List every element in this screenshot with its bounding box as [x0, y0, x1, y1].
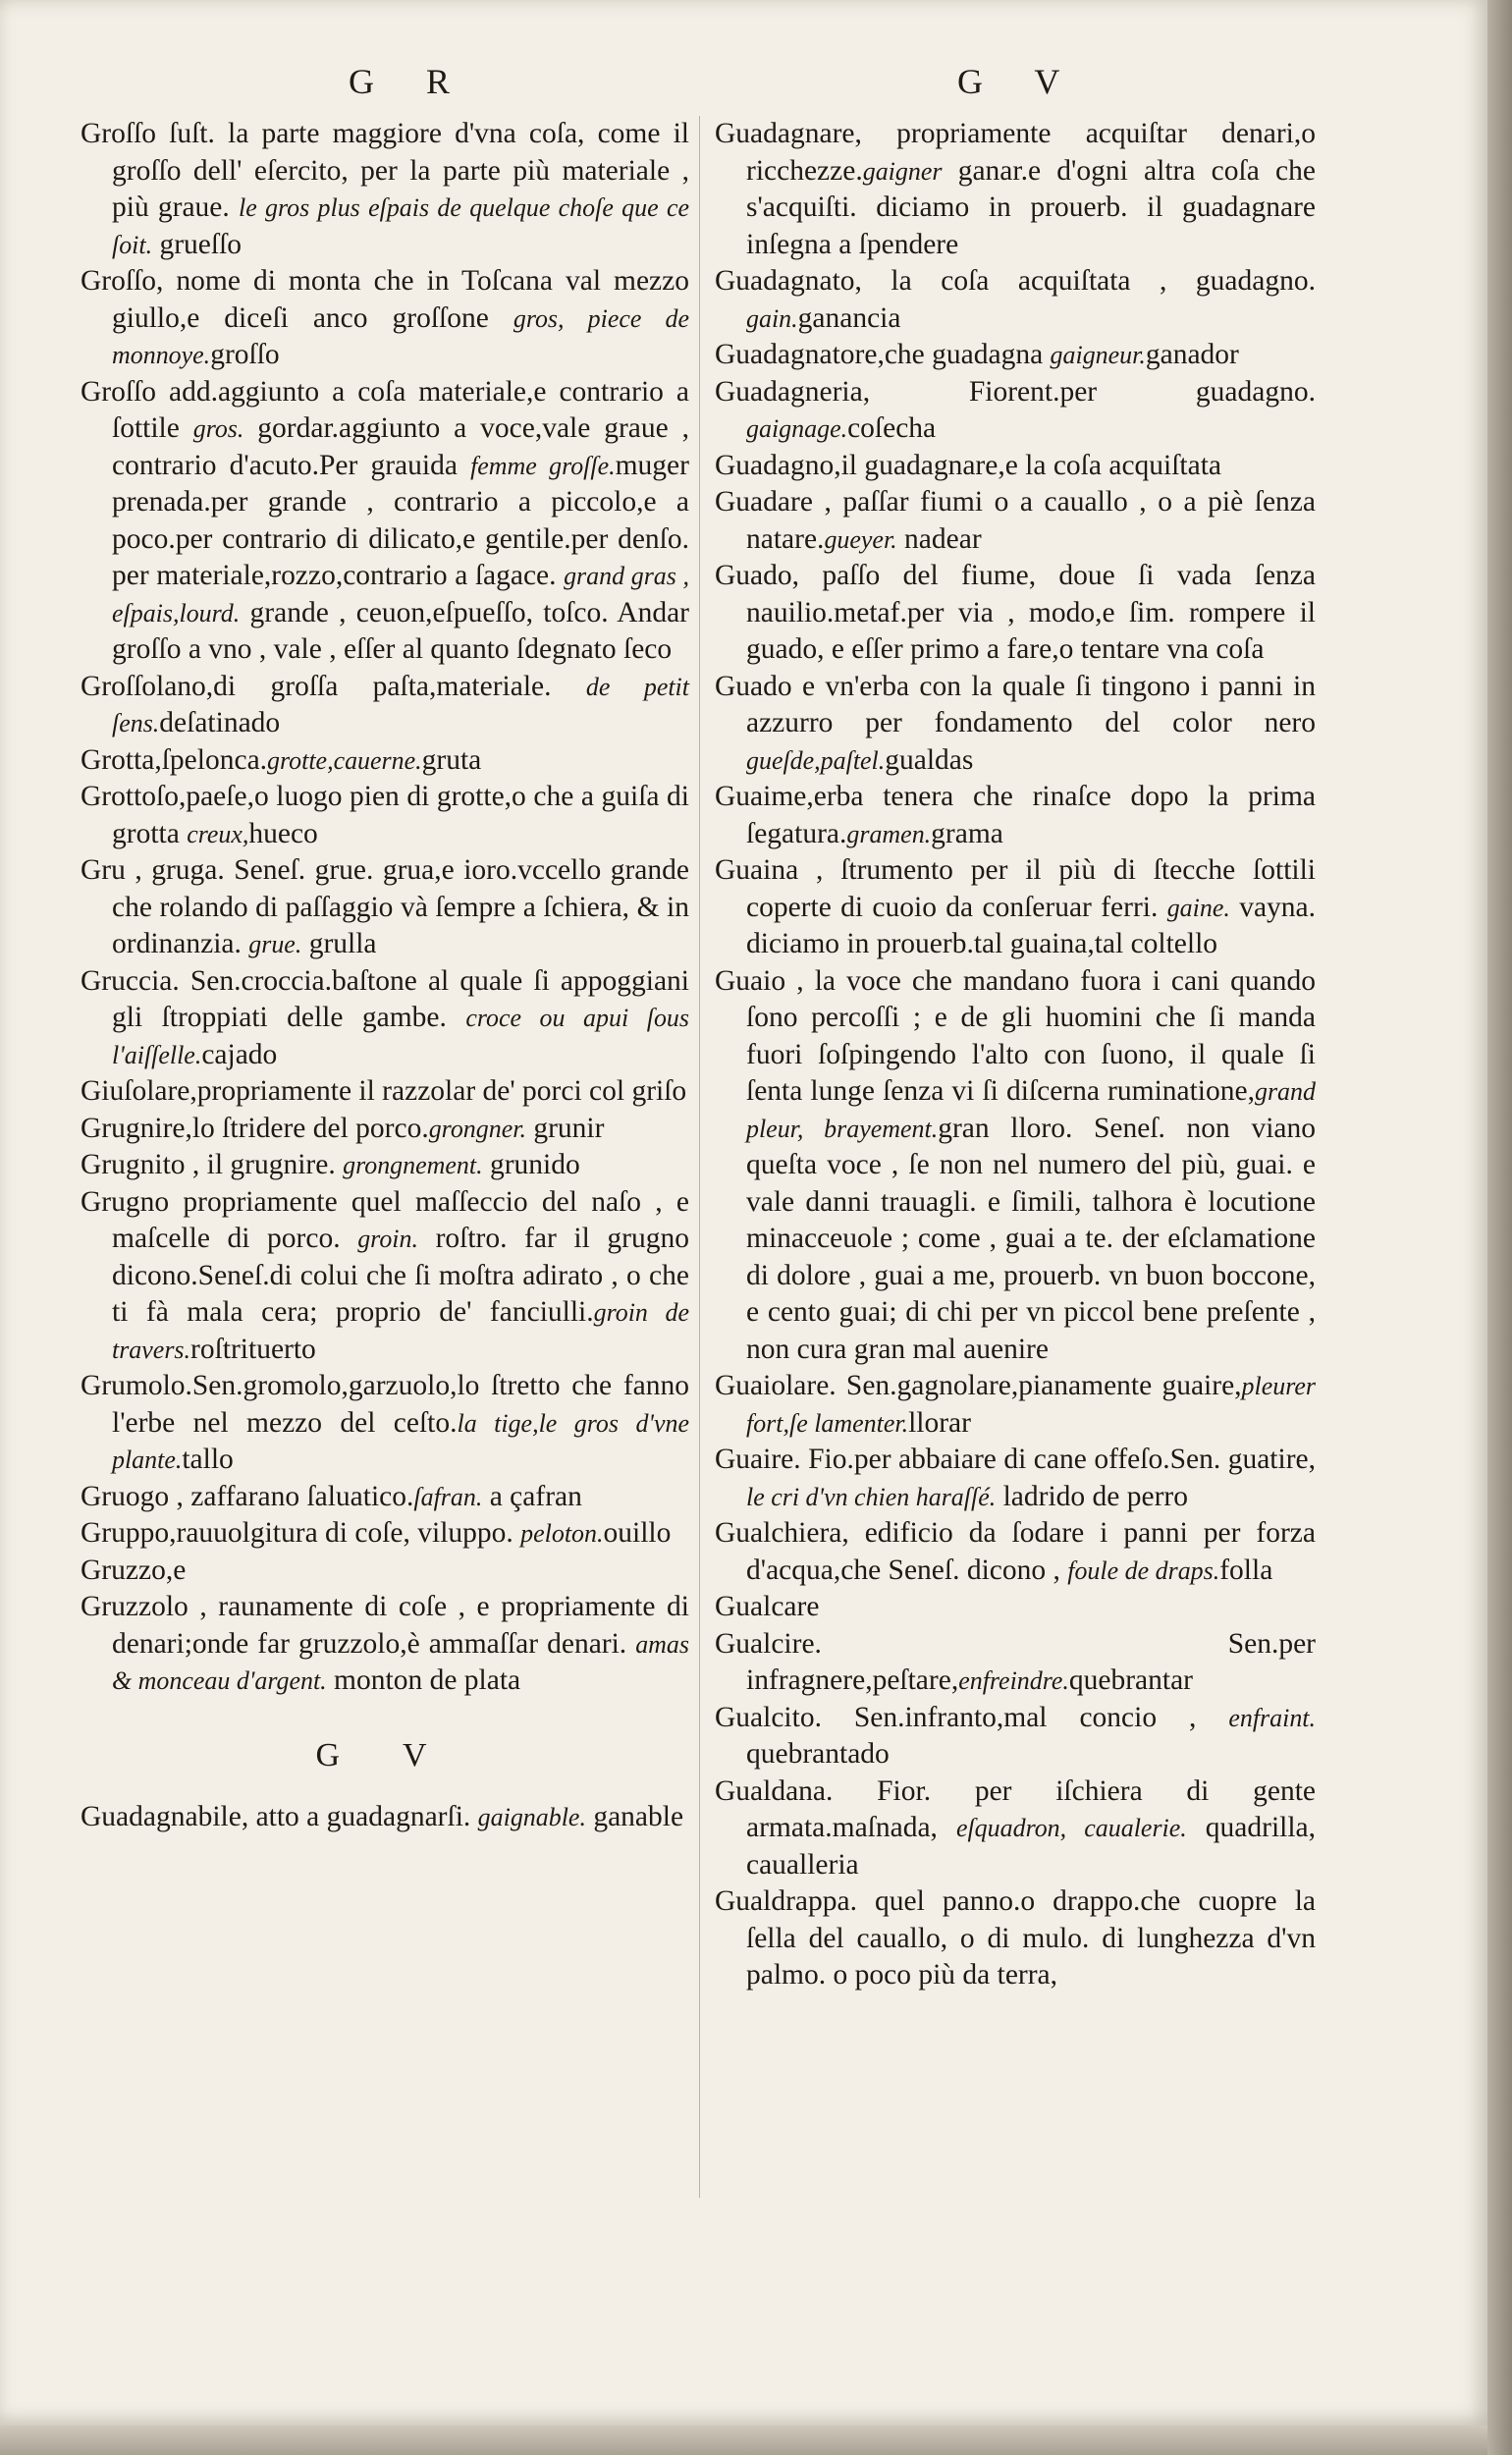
dictionary-entry	[715, 1700, 1316, 1773]
entry-text: quebrantado	[746, 1738, 890, 1770]
entry-translation: grongnement.	[343, 1151, 483, 1179]
entry-text: Guadagneria, Fiorent.per guadagno.	[715, 375, 1316, 408]
dictionary-entry	[715, 337, 1316, 374]
page-bottom-edge	[0, 2426, 1487, 2455]
entry-text: grande , ceuon,eſpueſſo, toſco. Andar groſſo a vno , vale , eſſer al quanto ſdegnato ſeco	[112, 596, 689, 665]
entry-text: ganable	[585, 1801, 684, 1832]
dictionary-entry	[715, 1589, 1316, 1626]
entry-translation: gaignable.	[477, 1803, 586, 1831]
entry-text: Giuſolare,propriamente il razzolar de' porci col griſo	[81, 1075, 687, 1107]
dictionary-entry	[81, 263, 689, 374]
entry-text: grueſſo	[152, 228, 243, 260]
entry-text: Gru , gruga. Seneſ. grue. grua,e ioro.vccello grande che rolando di paſſaggio và ſempre a ſchiera, & in ordinanzia.	[81, 854, 689, 959]
entry-text: Guado e vn'erba con la quale ſi tingono i panni in azzurro per fondamento del color nero	[715, 670, 1316, 738]
dictionary-entry	[81, 669, 689, 742]
entry-translation: grand pleur, brayement.	[746, 1077, 1316, 1143]
entry-text: ganador	[1145, 339, 1239, 370]
entry-translation: grongner.	[428, 1114, 526, 1143]
entry-text: Gualcire. Sen.per infragnere,peſtare,	[715, 1627, 1316, 1696]
entry-text: monton de plata	[326, 1664, 521, 1696]
entry-translation: groin de travers.	[112, 1298, 689, 1364]
entry-text: llorar	[908, 1406, 971, 1439]
entry-text: gran lloro. Seneſ. non viano queſta voce , ſe non nel numero del più, guai. e vale danni trauagli. e ſimili, talhora è locutione minacceuole ; come , guai a te. der eſclamatione di dolore , guai a me, prouerb. vn buon boccone, e cento guai; di chi per vn piccol bene preſente , non cura gran mal auenire	[746, 1112, 1316, 1365]
entry-text: muger prenada.per grande , contrario a piccolo,e a poco.per contrario di dilicato,e gentile.per denſo. per materiale,rozzo,contrario a ſagace.	[112, 449, 689, 591]
entry-translation: grotte,cauerne.	[267, 745, 422, 775]
entry-text: grulla	[301, 928, 377, 959]
entry-translation: gaigneur.	[1050, 341, 1146, 369]
dictionary-entry	[81, 374, 689, 669]
dictionary-entry	[715, 852, 1316, 963]
entry-text: Guadagnare, propriamente acquiſtar denari,o ricchezze.	[715, 118, 1316, 187]
entry-translation: groin.	[357, 1225, 418, 1253]
dictionary-entry	[81, 779, 689, 852]
entry-text: Gualdrappa. quel panno.o drappo.che cuopre la ſella del cauallo, o di mulo. di lunghezza d'vn palmo. o poco più da terra,	[715, 1885, 1316, 1991]
dictionary-entry	[81, 963, 689, 1074]
entry-text: Gualcito. Sen.infranto,mal concio ,	[715, 1701, 1229, 1733]
dictionary-entry	[81, 1589, 689, 1700]
entry-text: ouillo	[603, 1517, 672, 1549]
entry-translation: gueſde,paſtel.	[746, 745, 886, 775]
entry-translation: grand gras , eſpais,lourd.	[112, 562, 689, 627]
entry-text: gordar.aggiunto a voce,vale graue , contrario d'acuto.Per grauida	[112, 412, 689, 481]
entry-text: Groſſo ſuſt. la parte maggiore d'vna coſa, come il groſſo dell' eſercito, per la parte più materiale , più graue.	[81, 118, 689, 223]
entry-text: Guadare , paſſar fiumi o a cauallo , o a piè ſenza natare.	[715, 486, 1316, 555]
entry-translation: gueyer.	[824, 524, 897, 554]
entry-text: Gualchiera, edificio da ſodare i panni per forza d'acqua,che Seneſ. dicono ,	[715, 1517, 1316, 1586]
entry-text: deſatinado	[159, 707, 281, 738]
entry-translation: amas & monceau d'argent.	[112, 1629, 689, 1695]
dictionary-entry	[715, 1626, 1316, 1700]
dictionary-entry	[81, 1553, 689, 1590]
entry-text: coſecha	[847, 412, 937, 444]
entry-text: Groſſolano,di groſſa paſta,materiale.	[81, 670, 586, 702]
dictionary-entry	[715, 374, 1316, 448]
dictionary-entry	[715, 1883, 1316, 1994]
entry-text: ganar.e d'ogni altra coſa che s'acquiſti. diciamo in prouerb. il guadagnare inſegna a ſpendere	[746, 154, 1316, 260]
dictionary-entry	[715, 558, 1316, 669]
entry-text: Grottoſo,paeſe,o luogo pien di grotte,o che a guiſa di grotta	[81, 781, 689, 849]
entry-text: Grugnire,lo ſtridere del porco.	[81, 1112, 429, 1144]
left-column	[81, 116, 689, 1836]
right-entries	[715, 116, 1316, 1994]
entry-text: quebrantar	[1068, 1664, 1193, 1696]
right-column	[715, 116, 1316, 1994]
entry-text: grama	[931, 817, 1003, 849]
entry-text: Gruogo , zaffarano ſaluatico.	[81, 1480, 414, 1512]
entry-text: Guaiolare. Sen.gagnolare,pianamente guaire,	[715, 1370, 1242, 1401]
dictionary-entry	[81, 116, 689, 263]
entry-text: Grotta,ſpelonca.	[81, 743, 268, 776]
entry-text: hueco	[248, 817, 318, 849]
entry-text: vayna. diciamo in prouerb.tal guaina,tal coltello	[746, 891, 1317, 959]
entry-translation: de petit ſens.	[112, 672, 689, 737]
entry-translation: croce ou apui ſous l'aiſſelle.	[112, 1004, 689, 1069]
entry-translation: la tige,le gros d'vne plante.	[112, 1408, 689, 1474]
page-edge	[1487, 0, 1512, 2455]
entry-translation: enfraint.	[1228, 1703, 1316, 1732]
entry-text: roſtrituerto	[190, 1333, 316, 1365]
entry-translation: le cri d'vn chien haraſſé.	[746, 1482, 997, 1511]
entry-text: Guadagnato, la coſa acquiſtata , guadagno.	[715, 265, 1316, 297]
section-heading: G V	[315, 1736, 455, 1773]
entry-text: a çafran	[482, 1480, 582, 1512]
entry-text: folla	[1219, 1554, 1273, 1586]
entry-text: Groſſo, nome di monta che in Toſcana val mezzo giullo,e diceſi anco groſſone	[81, 265, 689, 334]
entry-translation: gaigner	[862, 156, 943, 186]
entry-text: ladrido de perro	[996, 1480, 1188, 1512]
entry-translation: creux,	[187, 819, 249, 848]
entry-text: grunido	[482, 1149, 580, 1180]
entry-text: Gruppo,rauuolgitura di coſe, viluppo.	[81, 1517, 521, 1549]
entry-text: Guaire. Fio.per abbaiare di cane offeſo.Sen. guatire,	[715, 1444, 1316, 1475]
dictionary-entry	[81, 1479, 689, 1516]
entry-translation: gramen.	[846, 819, 932, 848]
entry-text: Guadagnabile, atto a guadagnarſi.	[81, 1801, 478, 1832]
dictionary-entry	[81, 1368, 689, 1479]
entry-translation: gain.	[746, 303, 798, 333]
dictionary-entry	[81, 1073, 689, 1111]
entry-translation: pleurer fort,ſe lamenter.	[746, 1372, 1316, 1438]
dictionary-entry	[715, 1368, 1316, 1442]
left-entries-after	[81, 1799, 689, 1836]
dictionary-entry	[715, 1515, 1316, 1589]
dictionary-entry	[715, 963, 1316, 1369]
entry-translation: gros, piece de monnoye.	[112, 303, 689, 369]
entry-text: Gruccia. Sen.croccia.baſtone al quale ſi appoggiani gli ſtroppiati delle gambe.	[81, 964, 689, 1033]
entry-text: cajado	[201, 1038, 278, 1070]
entry-translation: gros.	[192, 414, 244, 443]
entry-text: roſtro. far il grugno dicono.Seneſ.di colui che ſi moſtra adirato , o che ti fà mala cera; proprio de' fanciulli.	[112, 1223, 689, 1328]
entry-text: tallo	[182, 1444, 234, 1475]
dictionary-entry	[81, 1515, 689, 1553]
entry-translation: ſafran.	[413, 1482, 483, 1511]
entry-text: Gualdana. Fior. per iſchiera di gente armata.maſnada,	[715, 1774, 1316, 1843]
entry-text: gruta	[421, 743, 482, 776]
entry-text: Guaina , ſtrumento per il più di ſtecche ſottili coperte di cuoio da conſeruar ferri.	[715, 854, 1316, 923]
dictionary-entry	[715, 1442, 1316, 1515]
entry-text: Grumolo.Sen.gromolo,garzuolo,lo ſtretto che fanno l'erbe nel mezzo del ceſto.	[81, 1370, 689, 1439]
entry-translation: peloton.	[520, 1519, 604, 1548]
entry-translation: gaignage.	[746, 414, 848, 443]
entry-translation: gaine.	[1166, 893, 1230, 922]
entry-text: Guaime,erba tenera che rinaſce dopo la prima ſegatura.	[715, 781, 1316, 849]
entry-text: groſſo	[210, 339, 280, 370]
entry-text: grunir	[525, 1112, 605, 1144]
running-head-left: G R	[349, 62, 472, 101]
dictionary-entry	[715, 263, 1316, 337]
column-divider	[699, 116, 700, 2198]
dictionary-entry	[715, 1773, 1316, 1884]
left-entries	[81, 116, 689, 1700]
dictionary-entry	[715, 116, 1316, 263]
entry-text: Grugno propriamente quel maſſeccio del naſo , e maſcelle di porco.	[81, 1185, 689, 1254]
entry-translation: grue.	[248, 930, 302, 958]
entry-text: Guaio , la voce che mandano fuora i cani quando ſono percoſſi ; e de gli huomini che ſi manda fuori ſoſpingendo l'alto con ſuono, il quale ſi ſenta lunge ſenza vi ſi diſcerna ruminatione,	[715, 964, 1316, 1107]
entry-text: Guadagno,il guadagnare,e la coſa acquiſtata	[715, 449, 1222, 481]
entry-translation: foule de draps.	[1067, 1555, 1220, 1585]
dictionary-entry	[81, 1111, 689, 1148]
entry-text: Gruzzo,e	[81, 1554, 187, 1586]
dictionary-entry	[81, 1147, 689, 1184]
entry-text: Gualcare	[715, 1591, 820, 1622]
dictionary-entry	[715, 669, 1316, 780]
dictionary-entry	[715, 779, 1316, 852]
entry-text: gualdas	[885, 743, 974, 776]
dictionary-entry	[715, 448, 1316, 485]
entry-text: Grugnito , il grugnire.	[81, 1149, 344, 1180]
entry-translation: le gros plus eſpais de quelque choſe que ce ſoit.	[112, 193, 689, 259]
dictionary-entry	[715, 484, 1316, 558]
entry-text: Guadagnatore,che guadagna	[715, 339, 1051, 370]
entry-translation: femme groſſe.	[470, 451, 616, 480]
entry-text: Groſſo add.aggiunto a coſa materiale,e contrario a ſottile	[81, 375, 689, 444]
dictionary-entry	[81, 1184, 689, 1369]
entry-text: Gruzzolo , raunamente di coſe , e propriamente di denari;onde far gruzzolo,è ammaſſar denari.	[81, 1591, 689, 1660]
dictionary-entry	[81, 1799, 689, 1836]
dictionary-entry	[81, 852, 689, 963]
entry-text: quadrilla, caualleria	[746, 1812, 1317, 1881]
entry-text: nadear	[896, 522, 982, 555]
entry-translation: eſquadron, caualerie.	[955, 1814, 1187, 1842]
running-head-right: G V	[957, 62, 1082, 101]
entry-text: Guado, paſſo del fiume, doue ſi vada ſenza nauilio.metaf.per via , modo,e ſim. rompere il guado, e eſſer primo a fare,o tentare vna coſa	[715, 560, 1316, 665]
entry-translation: enfreindre.	[958, 1666, 1069, 1695]
entry-text: ganancia	[797, 301, 901, 334]
dictionary-entry	[81, 742, 689, 780]
